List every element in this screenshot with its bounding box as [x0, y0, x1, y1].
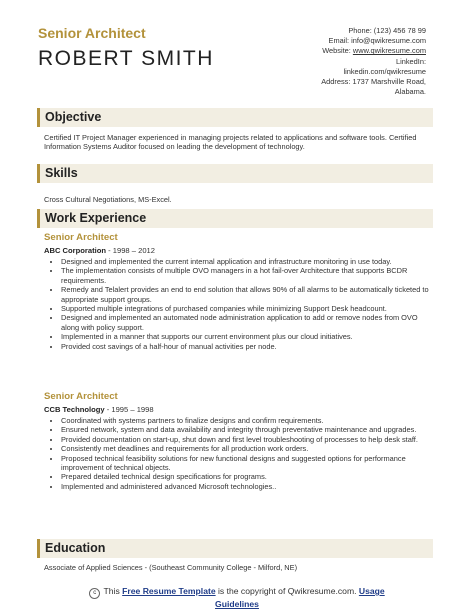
list-item: • Coordinated with systems partners to finalize designs and confirm requirements. [61, 416, 434, 425]
contact-website [321, 46, 426, 56]
list-item: • Consistently met deadlines and requirements for all production work orders. [61, 444, 434, 453]
list-item: • Remedy and Telalert provides an end to end solution that allows 90% of all alarms to be automatically ticketed to appropriate support groups. [61, 285, 434, 304]
usage-guidelines-link-1[interactable]: Usage [358, 586, 385, 596]
list-item: • Prepared detailed technical design specifications for programs. [61, 472, 434, 481]
skills-heading: Skills [45, 166, 78, 180]
experience-heading: Work Experience [45, 211, 147, 225]
contact-email: Email: info@qwikresume.com [328, 36, 426, 46]
list-item: • Provided documentation on start-up, shut down and first level troubleshooting of processes to help desk staff. [61, 435, 434, 444]
objective-heading-bar [37, 108, 433, 127]
skills-heading-bar [37, 164, 433, 183]
education-heading: Education [45, 541, 106, 555]
skills-text: Cross Cultural Negotiations, MS-Excel. [44, 195, 172, 204]
job-1-dates: - 1998 – 2012 [106, 246, 155, 255]
job-2-company-line [44, 405, 154, 414]
website-link[interactable]: www.qwikresume.com [352, 46, 426, 56]
contact-linkedin-label: LinkedIn: [396, 56, 426, 66]
job-1-bullets [44, 257, 434, 351]
list-item: • Designed and implemented the current internal application and infrastructure monitoring in use today. [61, 257, 434, 266]
job-2-title: Senior Architect [44, 391, 118, 402]
experience-heading-bar [37, 209, 433, 228]
list-item: • Implemented in a manner that supports our current environment plus our cloud initiatives. [61, 332, 434, 341]
list-item: • Implemented and administered advanced Microsoft technologies.. [61, 482, 434, 491]
footer-text-2: is the copyright of Qwikresume.com. [215, 586, 359, 596]
list-item: • Supported multiple integrations of purchased companies while minimizing Support Desk headcount. [61, 304, 434, 313]
copyright-icon: c [89, 588, 100, 599]
list-item: • Designed and implemented an automated node administration application to add or remove nodes from OVO along with policy support. [61, 313, 434, 332]
list-item: • Ensured network, system and data availability and integrity through preventative maintenance and upgrades. [61, 425, 434, 434]
free-resume-template-link[interactable]: Free Resume Template [122, 586, 216, 596]
contact-address-line2: Alabama. [394, 87, 426, 97]
job-2-bullets [44, 416, 434, 491]
list-item: • Provided cost savings of a half-hour of manual activities per node. [61, 342, 434, 351]
footer-text-1: This [103, 586, 123, 596]
education-text: Associate of Applied Sciences - (Southeast Community College - Milford, NE) [44, 563, 298, 572]
objective-text: Certified IT Project Manager experienced in managing projects related to applications and software tools. Certified Information Systems Auditor focused on leading the development of technology. [44, 133, 417, 152]
header-job-title: Senior Architect [38, 25, 146, 41]
list-item: • The implementation consists of multiple OVO managers in a hot fail-over Architecture that supports BCDR requirements. [61, 266, 434, 285]
job-1-title: Senior Architect [44, 232, 118, 243]
contact-block [321, 26, 426, 97]
contact-address-line1: Address: 1737 Marshville Road, [321, 77, 426, 87]
job-1-company: ABC Corporation [44, 246, 107, 255]
footer-copyright [0, 586, 474, 610]
usage-guidelines-link-2[interactable]: Guidelines [215, 599, 259, 609]
website-label: Website: [322, 46, 353, 56]
job-2-dates: - 1995 – 1998 [104, 405, 154, 414]
contact-phone: Phone: (123) 456 78 99 [348, 26, 426, 35]
job-1-company-line [44, 246, 155, 255]
contact-linkedin-url: linkedin.com/qwikresume [343, 66, 426, 76]
list-item: • Proposed technical feasibility solutions for new functional designs and suggested options for performance improvement of technical objects. [61, 454, 434, 473]
candidate-name: ROBERT SMITH [38, 47, 214, 70]
objective-heading: Objective [45, 110, 102, 124]
job-2-company: CCB Technology [44, 405, 105, 414]
education-heading-bar [37, 539, 433, 558]
